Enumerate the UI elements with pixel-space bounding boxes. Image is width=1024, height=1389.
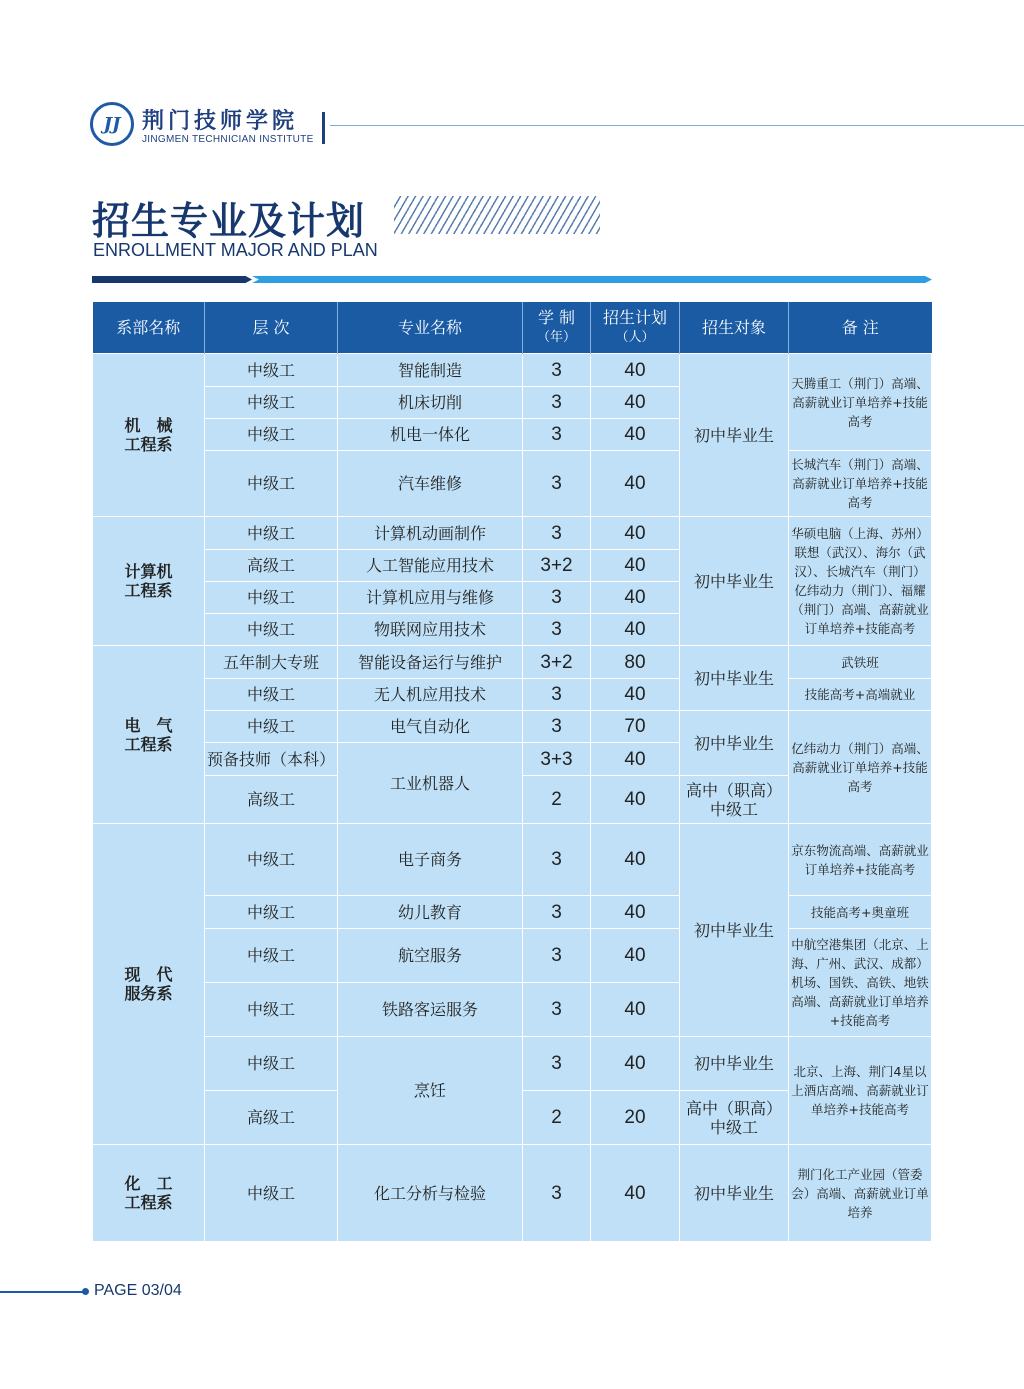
footer-dot — [82, 1288, 89, 1295]
years-cell: 3+2 — [523, 550, 591, 582]
major-cell: 计算机动画制作 — [338, 517, 523, 550]
years-cell: 3 — [523, 451, 591, 517]
note-cell: 技能高考+高端就业 — [789, 679, 932, 711]
title-underline-light — [252, 276, 932, 283]
dept-line: 工程系 — [124, 435, 173, 454]
school-logo — [90, 102, 350, 152]
major-cell: 电气自动化 — [338, 711, 523, 743]
major-cell: 幼儿教育 — [338, 896, 523, 929]
page-number: PAGE 03/04 — [94, 1282, 182, 1299]
plan-cell: 80 — [591, 646, 680, 679]
table-row — [93, 517, 932, 550]
dept-line: 现 代 — [124, 965, 173, 984]
school-name-cn: 荆门技师学院 — [142, 108, 299, 134]
plan-cell: 40 — [591, 776, 680, 824]
level-cell: 五年制大专班 — [205, 646, 338, 679]
level-cell: 中级工 — [205, 354, 338, 387]
years-cell: 3 — [523, 824, 591, 896]
major-cell: 电子商务 — [338, 824, 523, 896]
target-cell: 初中毕业生 — [680, 824, 789, 1037]
dept-line: 化 工 — [124, 1174, 173, 1193]
school-name-en: JINGMEN TECHNICIAN INSTITUTE — [142, 134, 314, 145]
years-cell: 3 — [523, 517, 591, 550]
school-emblem-icon: JJ — [90, 102, 134, 146]
table-row — [93, 929, 932, 983]
major-cell: 智能设备运行与维护 — [338, 646, 523, 679]
table-row — [93, 711, 932, 743]
header-years — [523, 302, 591, 354]
target-cell: 初中毕业生 — [680, 1037, 789, 1091]
level-cell: 中级工 — [205, 679, 338, 711]
dept-computer — [93, 517, 205, 646]
plan-cell: 40 — [591, 387, 680, 419]
header-plan-line1: 招生计划 — [602, 307, 667, 327]
plan-cell: 40 — [591, 679, 680, 711]
plan-cell: 40 — [591, 1145, 680, 1242]
note-cell: 武铁班 — [789, 646, 932, 679]
major-cell: 机电一体化 — [338, 419, 523, 451]
header-target: 招生对象 — [680, 302, 789, 354]
plan-cell: 40 — [591, 743, 680, 776]
note-cell: 荆门化工产业园（管委会）高端、高薪就业订单培养 — [789, 1145, 932, 1242]
level-cell: 中级工 — [205, 451, 338, 517]
plan-cell: 40 — [591, 896, 680, 929]
dept-line: 服务系 — [124, 984, 173, 1003]
note-cell: 天腾重工（荆门）高端、高薪就业订单培养+技能高考 — [789, 354, 932, 451]
major-cell: 汽车维修 — [338, 451, 523, 517]
dept-modern-service — [93, 824, 205, 1145]
table-row — [93, 451, 932, 517]
header-years-line2: （年） — [536, 329, 576, 345]
years-cell: 3 — [523, 354, 591, 387]
level-cell: 中级工 — [205, 983, 338, 1037]
plan-cell: 40 — [591, 824, 680, 896]
target-line: 高中（职高） — [685, 1098, 782, 1118]
target-cell: 初中毕业生 — [680, 1145, 789, 1242]
major-cell: 航空服务 — [338, 929, 523, 983]
title-hatch-decoration — [394, 196, 600, 234]
dept-line: 计算机 — [124, 562, 173, 581]
note-cell: 长城汽车（荆门）高端、高薪就业订单培养+技能高考 — [789, 451, 932, 517]
dept-line: 电 气 — [124, 715, 173, 735]
table-header-row — [93, 302, 932, 354]
plan-cell: 70 — [591, 711, 680, 743]
level-cell: 中级工 — [205, 614, 338, 646]
years-cell: 3 — [523, 896, 591, 929]
table-row — [93, 1145, 932, 1242]
years-cell: 3 — [523, 614, 591, 646]
level-cell: 中级工 — [205, 582, 338, 614]
header-plan-line2: （人） — [615, 329, 655, 345]
dept-line: 机 械 — [124, 416, 173, 435]
note-cell: 北京、上海、荆门4星以上酒店高端、高薪就业订单培养+技能高考 — [789, 1037, 932, 1145]
note-cell: 技能高考+奥童班 — [789, 896, 932, 929]
level-cell: 中级工 — [205, 824, 338, 896]
major-cell: 物联网应用技术 — [338, 614, 523, 646]
major-cell: 计算机应用与维修 — [338, 582, 523, 614]
years-cell: 3 — [523, 387, 591, 419]
table-row — [93, 679, 932, 711]
plan-cell: 40 — [591, 419, 680, 451]
years-cell: 3 — [523, 582, 591, 614]
level-cell: 高级工 — [205, 776, 338, 824]
level-cell: 中级工 — [205, 896, 338, 929]
table-row — [93, 646, 932, 679]
header-dept: 系部名称 — [93, 302, 205, 354]
note-cell: 华硕电脑（上海、苏州）联想（武汉）、海尔（武汉）、长城汽车（荆门）亿纬动力（荆门）、福耀（荆门）高端、高薪就业订单培养+技能高考 — [789, 517, 932, 646]
plan-cell: 40 — [591, 614, 680, 646]
plan-cell: 40 — [591, 354, 680, 387]
years-cell: 3 — [523, 1037, 591, 1091]
table-row — [93, 354, 932, 387]
dept-mechanical — [93, 354, 205, 517]
target-cell: 初中毕业生 — [680, 646, 789, 711]
level-cell: 中级工 — [205, 1145, 338, 1242]
major-cell: 机床切削 — [338, 387, 523, 419]
target-cell: 初中毕业生 — [680, 517, 789, 646]
years-cell: 2 — [523, 1091, 591, 1145]
major-cell: 人工智能应用技术 — [338, 550, 523, 582]
level-cell: 中级工 — [205, 517, 338, 550]
dept-line: 工程系 — [124, 1193, 173, 1212]
header-divider — [322, 112, 325, 144]
major-cell: 无人机应用技术 — [338, 679, 523, 711]
plan-cell: 40 — [591, 582, 680, 614]
note-cell: 京东物流高端、高薪就业订单培养+技能高考 — [789, 824, 932, 896]
note-cell: 中航空港集团（北京、上海、广州、武汉、成都）机场、国铁、高铁、地铁高端、高薪就业订单培养+技能高考 — [789, 929, 932, 1037]
header-level: 层 次 — [205, 302, 338, 354]
header-major: 专业名称 — [338, 302, 523, 354]
level-cell: 高级工 — [205, 1091, 338, 1145]
table-row — [93, 824, 932, 896]
years-cell: 3 — [523, 679, 591, 711]
years-cell: 3 — [523, 419, 591, 451]
plan-cell: 40 — [591, 550, 680, 582]
major-cell: 智能制造 — [338, 354, 523, 387]
years-cell: 3 — [523, 983, 591, 1037]
plan-cell: 20 — [591, 1091, 680, 1145]
major-cell: 铁路客运服务 — [338, 983, 523, 1037]
note-cell: 亿纬动力（荆门）高端、高薪就业订单培养+技能高考 — [789, 711, 932, 824]
target-cell — [680, 1091, 789, 1145]
enrollment-table — [92, 302, 932, 1242]
header-note: 备 注 — [789, 302, 932, 354]
dept-chemical — [93, 1145, 205, 1242]
page-title-cn: 招生专业及计划 — [92, 199, 366, 243]
plan-cell: 40 — [591, 929, 680, 983]
level-cell: 中级工 — [205, 711, 338, 743]
years-cell: 3 — [523, 711, 591, 743]
title-underline-dark — [92, 276, 252, 283]
level-cell: 中级工 — [205, 387, 338, 419]
years-cell: 3+3 — [523, 743, 591, 776]
target-cell: 初中毕业生 — [680, 354, 789, 517]
years-cell: 3 — [523, 1145, 591, 1242]
header-years-line1: 学 制 — [537, 307, 576, 327]
years-cell: 3+2 — [523, 646, 591, 679]
years-cell: 3 — [523, 929, 591, 983]
level-cell: 中级工 — [205, 1037, 338, 1091]
level-cell: 中级工 — [205, 419, 338, 451]
plan-cell: 40 — [591, 1037, 680, 1091]
target-line: 高中（职高） — [685, 780, 782, 800]
major-cell: 烹饪 — [338, 1037, 523, 1145]
target-line: 中级工 — [709, 1117, 758, 1137]
major-cell: 化工分析与检验 — [338, 1145, 523, 1242]
level-cell: 预备技师（本科） — [205, 743, 338, 776]
target-cell: 初中毕业生 — [680, 711, 789, 776]
header-plan — [591, 302, 680, 354]
level-cell: 中级工 — [205, 929, 338, 983]
plan-cell: 40 — [591, 983, 680, 1037]
plan-cell: 40 — [591, 451, 680, 517]
major-cell: 工业机器人 — [338, 743, 523, 824]
dept-line: 工程系 — [124, 734, 173, 754]
years-cell: 2 — [523, 776, 591, 824]
level-cell: 高级工 — [205, 550, 338, 582]
dept-electrical — [93, 646, 205, 824]
table-row — [93, 896, 932, 929]
footer-rule — [0, 1291, 84, 1293]
header-rule — [330, 125, 1024, 126]
dept-line: 工程系 — [124, 581, 173, 600]
table-row — [93, 1037, 932, 1091]
page-title-en: ENROLLMENT MAJOR AND PLAN — [93, 240, 378, 260]
target-line: 中级工 — [709, 799, 758, 819]
target-cell — [680, 776, 789, 824]
plan-cell: 40 — [591, 517, 680, 550]
